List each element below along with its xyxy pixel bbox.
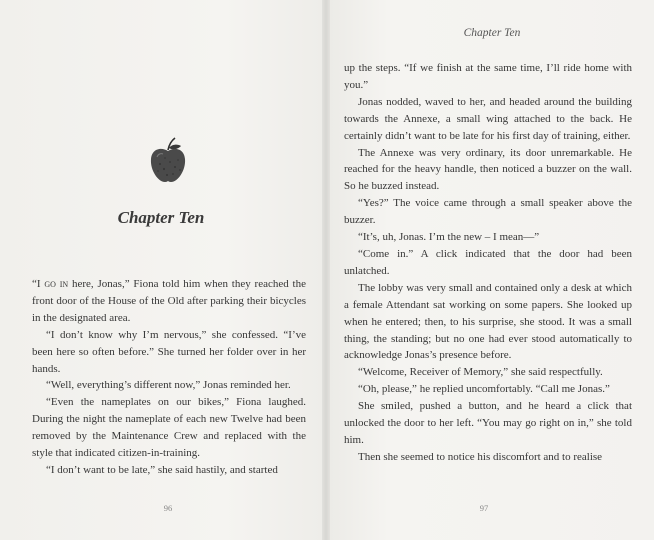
- paragraph: “Even the nameplates on our bikes,” Fiona laughed. During the night the nameplate of each new Twelve had been removed by the Maintenance Crew and replaced with the style that indicated citizen-in-training.: [32, 396, 306, 460]
- left-page: [0, 0, 322, 540]
- continued-paragraph: up the steps. “If we finish at the same time, I’ll ride home with you.”: [344, 62, 632, 91]
- right-page: [330, 0, 654, 540]
- chapter-title: Chapter Ten: [117, 208, 205, 227]
- paragraph: “I don’t want to be late,” she said hastily, and started: [46, 463, 278, 476]
- page-number-left: 96: [163, 503, 173, 513]
- right-body-text: [344, 60, 632, 466]
- paragraph: “It’s, uh, Jonas. I’m the new – I mean—”: [358, 231, 540, 244]
- paragraph: The lobby was very small and contained only a desk at which a female Attendant sat working on some papers. She looked up when he entered; then, to his surprise, she stood. It was a small thing, the standing; but no one had ever stood automatically to acknowledge Jonas’s presence before.: [344, 281, 632, 362]
- book-gutter: [322, 0, 330, 540]
- paragraph: “Oh, please,” he replied uncomfortably. “Call me Jonas.”: [358, 383, 610, 396]
- paragraph: Jonas nodded, waved to her, and headed around the building towards the Annexe, a small wing attached to the back. He certainly didn’t want to be late for his first day of training, either.: [344, 95, 632, 142]
- running-head: Chapter Ten: [463, 27, 521, 39]
- paragraph: The Annexe was very ordinary, its door unremarkable. He reached for the heavy handle, then noticed a buzzer on the wall. So he buzzed instead.: [344, 146, 632, 193]
- opening-paragraph: “I go in here, Jonas,” Fiona told him when they reached the front door of the House of the Old after parking their bicycles in the designated area.: [32, 278, 306, 324]
- paragraph: “Come in.” A click indicated that the door had been unlatched.: [344, 247, 632, 277]
- left-body-text: [32, 276, 306, 479]
- paragraph: “Yes?” The voice came through a small speaker above the buzzer.: [344, 197, 632, 227]
- paragraph: “Welcome, Receiver of Memory,” she said respectfully.: [358, 366, 603, 379]
- apple-icon: [148, 136, 188, 184]
- opening-paragraph-rest: here, Jonas,” Fiona told him when they reached the front door of the House of the Old after parking their bicycles in the designated area.: [32, 278, 306, 324]
- opening-words: I go in: [36, 278, 69, 290]
- paragraph: She smiled, pushed a button, and he heard a click that unlocked the door to her left. “You may go right on in,” she told him.: [344, 400, 632, 446]
- paragraph: “I don’t know why I’m nervous,” she confessed. “I’ve been here so often before.” She turned her folder over in her hands.: [32, 328, 306, 375]
- paragraph: “Well, everything’s different now,” Jonas reminded her.: [46, 379, 291, 392]
- paragraph: Then she seemed to notice his discomfort and to realise: [358, 450, 603, 463]
- page-number-right: 97: [479, 503, 489, 513]
